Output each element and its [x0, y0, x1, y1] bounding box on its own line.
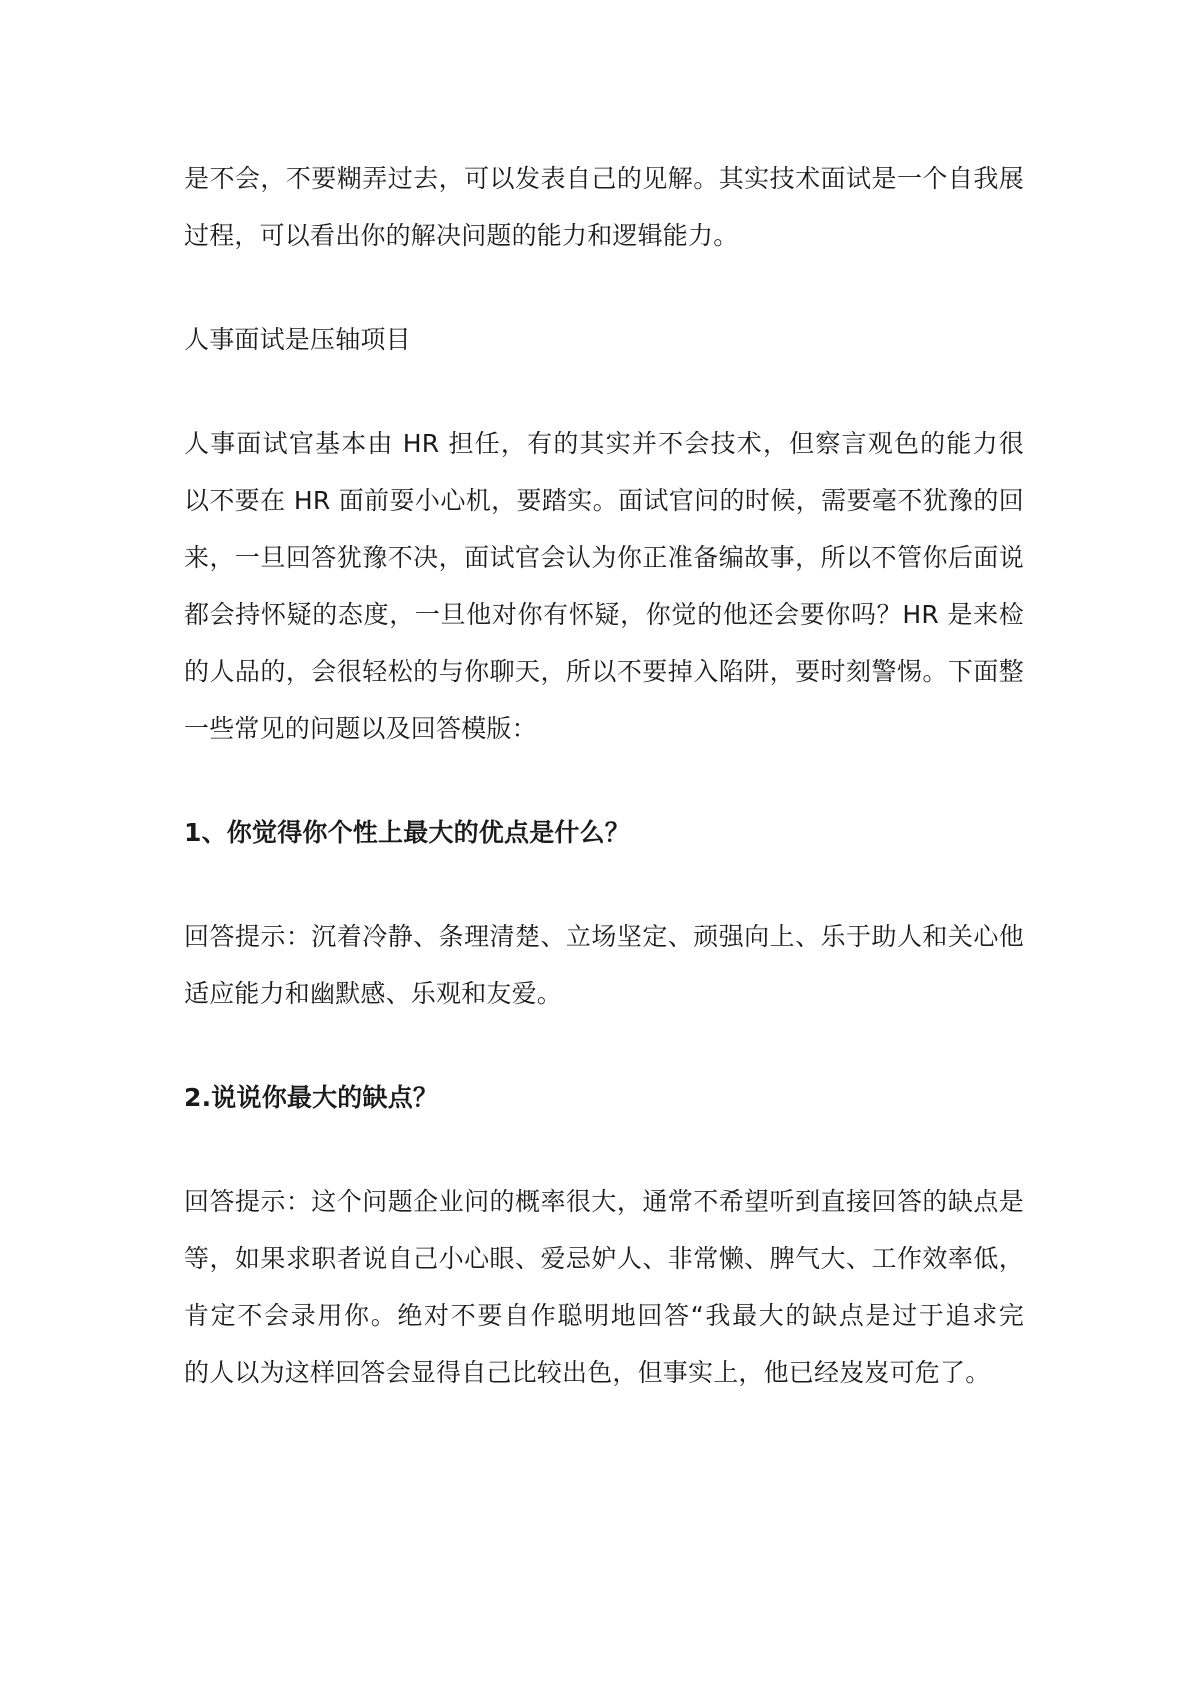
answer-2-paragraph	[184, 1173, 1024, 1401]
paragraph-line: 的人以为这样回答会显得自己比较出色，但事实上，他已经岌岌可危了。	[184, 1358, 991, 1387]
intro-paragraph	[184, 150, 1024, 264]
paragraph-line: 回答提示：这个问题企业问的概率很大，通常不希望听到直接回答的缺点是	[184, 1187, 1024, 1216]
paragraph-line: 都会持怀疑的态度，一旦他对你有怀疑，你觉的他还会要你吗？HR 是来检	[184, 600, 1024, 629]
section-title-text: 人事面试是压轴项目	[184, 325, 411, 354]
paragraph-line: 等，如果求职者说自己小心眼、爱忌妒人、非常懒、脾气大、工作效率低，	[184, 1244, 1024, 1273]
hr-paragraph	[184, 415, 1024, 757]
question-1-heading	[184, 804, 1024, 861]
paragraph-line: 肯定不会录用你。绝对不要自作聪明地回答“我最大的缺点是过于追求完	[184, 1301, 1024, 1330]
paragraph-line: 以不要在 HR 面前耍小心机，要踏实。面试官问的时候，需要毫不犹豫的回	[184, 486, 1024, 515]
paragraph-line: 回答提示：沉着冷静、条理清楚、立场坚定、顽强向上、乐于助人和关心他	[184, 922, 1024, 951]
document-body	[184, 150, 1024, 1401]
paragraph-line: 适应能力和幽默感、乐观和友爱。	[184, 979, 563, 1008]
paragraph-line: 一些常见的问题以及回答模版：	[184, 714, 537, 743]
paragraph-line: 的人品的，会很轻松的与你聊天，所以不要掉入陷阱，要时刻警惕。下面整	[184, 657, 1024, 686]
paragraph-line: 过程，可以看出你的解决问题的能力和逻辑能力。	[184, 221, 739, 250]
question-text: 2.说说你最大的缺点？	[184, 1083, 439, 1112]
section-title	[184, 311, 1024, 368]
paragraph-line: 来，一旦回答犹豫不决，面试官会认为你正准备编故事，所以不管你后面说	[184, 543, 1024, 572]
paragraph-line: 人事面试官基本由 HR 担任，有的其实并不会技术，但察言观色的能力很	[184, 429, 1024, 458]
question-text: 1、你觉得你个性上最大的优点是什么？	[184, 818, 630, 847]
answer-1-paragraph	[184, 908, 1024, 1022]
question-2-heading	[184, 1069, 1024, 1126]
paragraph-line: 是不会，不要糊弄过去，可以发表自己的见解。其实技术面试是一个自我展	[184, 164, 1024, 193]
